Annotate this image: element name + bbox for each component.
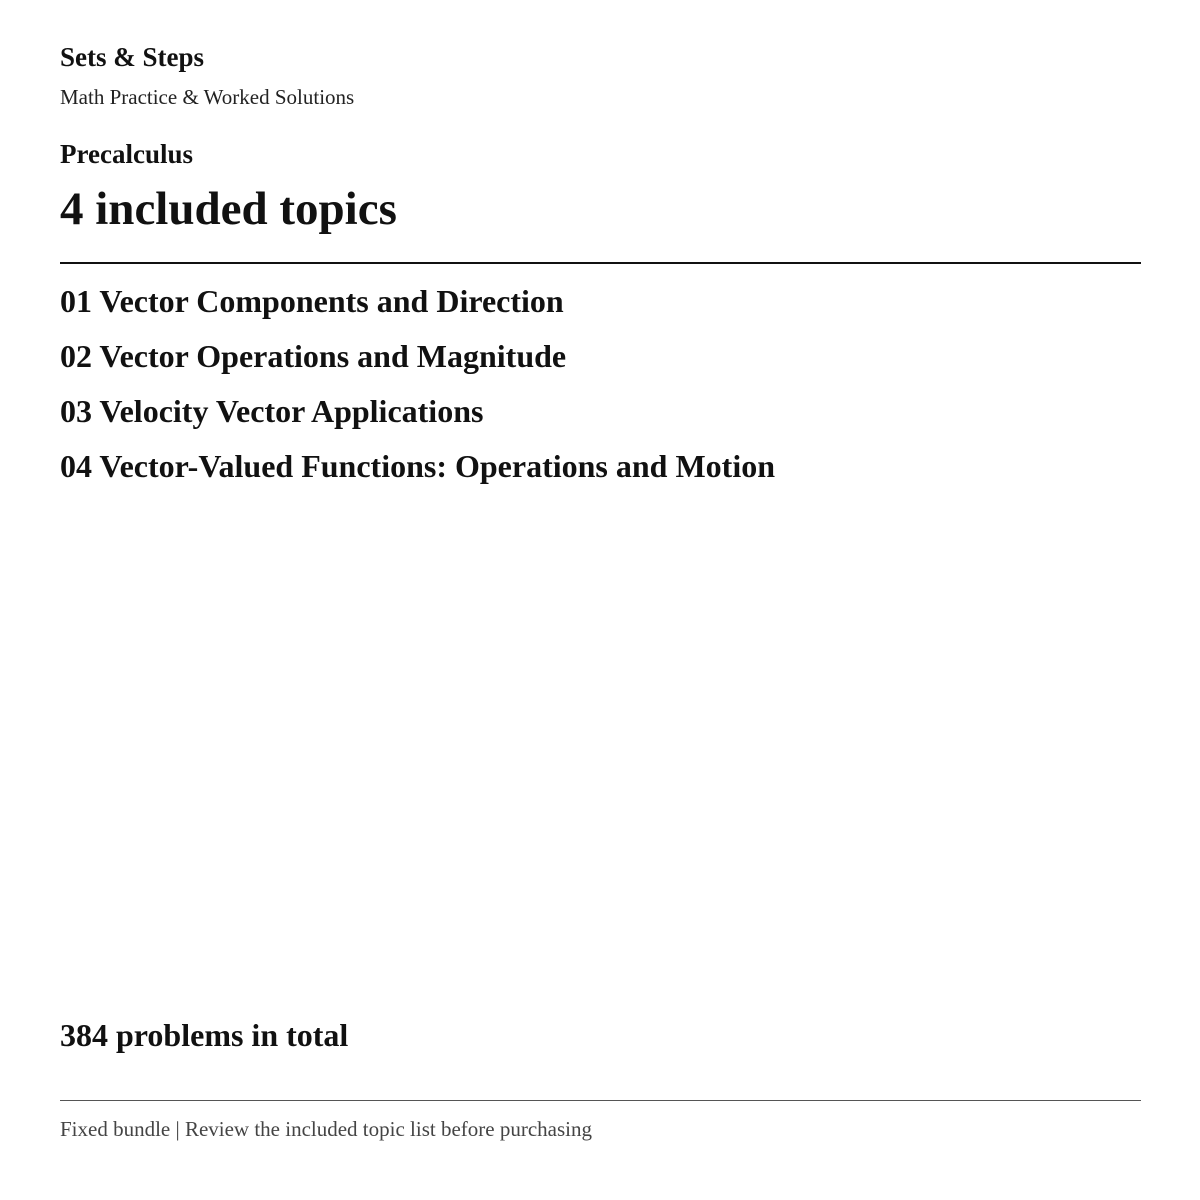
topic-item: 02 Vector Operations and Magnitude <box>60 338 567 374</box>
topic-item: 03 Velocity Vector Applications <box>60 393 484 429</box>
footer-note: Fixed bundle | Review the included topic list before purchasing <box>60 1117 592 1141</box>
bundle-page <box>60 0 1141 1200</box>
page-title: 4 included topics <box>60 183 397 235</box>
header-divider <box>60 262 1141 264</box>
footer-divider <box>60 1100 1141 1101</box>
topic-item: 01 Vector Components and Direction <box>60 283 564 319</box>
topic-item: 04 Vector-Valued Functions: Operations and Motion <box>60 448 776 484</box>
brand-name: Sets & Steps <box>60 42 205 72</box>
topic-list <box>60 281 775 501</box>
brand-tagline: Math Practice & Worked Solutions <box>60 85 355 109</box>
subject-label: Precalculus <box>60 139 193 169</box>
problem-total: 384 problems in total <box>60 1017 349 1053</box>
